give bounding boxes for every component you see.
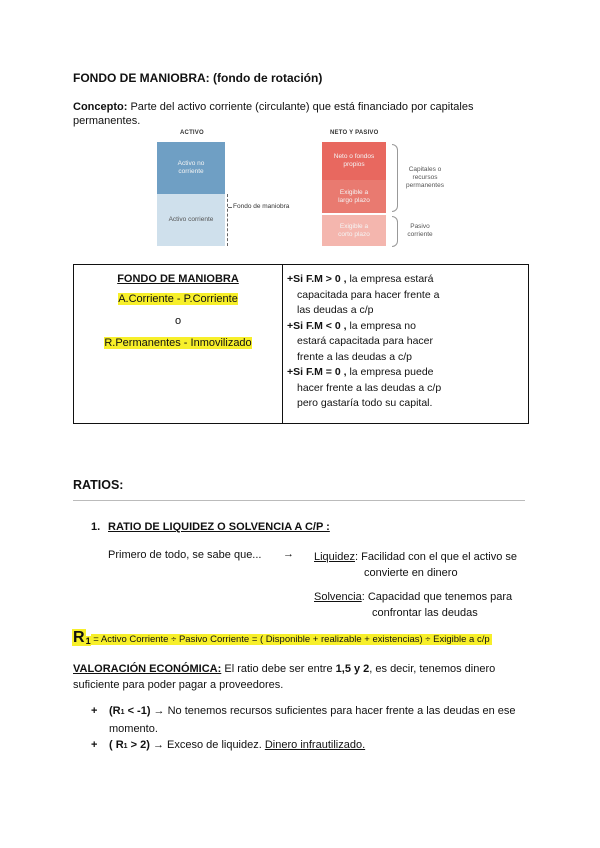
section-divider	[73, 500, 525, 501]
solvencia-definition: Solvencia: Capacidad que tenemos para confrontar las deudas	[314, 591, 513, 619]
pasivo-corriente-label: Pasivo corriente	[407, 223, 433, 238]
fondo-bracket	[227, 194, 229, 246]
exigible-largo-block: Exigible a largo plazo	[322, 180, 386, 213]
valoracion-label: VALORACIÓN ECONÓMICA:	[73, 663, 222, 675]
activo-no-corriente-block: Activo no corriente	[157, 142, 225, 194]
ratio-item-title: RATIO DE LIQUIDEZ O SOLVENCIA A C/P :	[108, 521, 330, 533]
concept-text-line1: Parte del activo corriente (circulante) que está financiado por capitales	[130, 101, 474, 113]
balance-diagram	[150, 126, 450, 252]
arrow-icon: →	[283, 548, 294, 560]
activo-header: ACTIVO	[180, 130, 204, 136]
ratios-heading: RATIOS:	[73, 478, 124, 492]
formula-or: o	[174, 315, 182, 327]
condition-positive: +Si F.M > 0 ,	[287, 273, 347, 285]
valoracion-paragraph: VALORACIÓN ECONÓMICA: El ratio debe ser entre 1,5 y 2, es decir, tenemos dinero suficiente para poder pagar a proveedores.	[73, 663, 496, 691]
ratio-item-number: 1.	[91, 521, 101, 533]
neto-block: Neto o fondos propios	[322, 142, 386, 180]
page-title: FONDO DE MANIOBRA: (fondo de rotación)	[73, 71, 323, 85]
fondo-label: Fondo de maniobra	[233, 203, 290, 210]
concept-label: Concepto:	[73, 101, 128, 113]
bullet-item-2: + ( R1 > 2) → Exceso de liquidez. Dinero infrautilizado.	[91, 739, 366, 751]
table-left-title: FONDO DE MANIOBRA	[117, 273, 239, 285]
fondo-maniobra-table	[73, 264, 529, 424]
table-divider	[282, 265, 283, 423]
capitales-label: Capitales o recursos permanentes	[406, 166, 444, 189]
liquidez-definition: Liquidez: Facilidad con el que el activo se convierte en dinero	[314, 551, 518, 579]
exigible-corto-block: Exigible a corto plazo	[322, 215, 386, 246]
liquidez-term: Liquidez	[314, 551, 355, 563]
formula-permanentes: R.Permanentes - Inmovilizado	[104, 337, 252, 349]
fondo-tick	[228, 207, 232, 208]
concept-paragraph	[73, 100, 533, 128]
table-right-cell: +Si F.M > 0 , la empresa estará capacitada para hacer frente a las deudas a c/p +Si F.M < 0 , la empresa no estará capacitada para hacer frente a las deudas a c/p +Si F.M = 0 , la empresa puede hacer frente a las deudas a c/p pero gastaría todo su capital.	[287, 273, 442, 409]
condition-zero: +Si F.M = 0 ,	[287, 366, 347, 378]
r1-formula: R1 = Activo Corriente ÷ Pasivo Corriente = ( Disponible + realizable + existencias) ÷ Exigible a c/p	[73, 629, 490, 646]
pasivo-header: NETO Y PASIVO	[330, 130, 379, 136]
activo-corriente-block: Activo corriente	[157, 194, 225, 246]
solvencia-term: Solvencia	[314, 591, 362, 603]
bullet-item-1: + (R1 < -1) → No tenemos recursos suficientes para hacer frente a las deudas en ese momento.	[91, 705, 516, 735]
pasivo-corriente-bracket	[392, 216, 398, 247]
capitales-bracket	[392, 144, 398, 212]
concept-text-line2: permanentes.	[73, 115, 141, 127]
ratio-intro: Primero de todo, se sabe que...	[108, 549, 262, 561]
table-left-cell	[74, 265, 282, 349]
formula-corriente: A.Corriente - P.Corriente	[118, 293, 238, 305]
condition-negative: +Si F.M < 0 ,	[287, 319, 347, 332]
